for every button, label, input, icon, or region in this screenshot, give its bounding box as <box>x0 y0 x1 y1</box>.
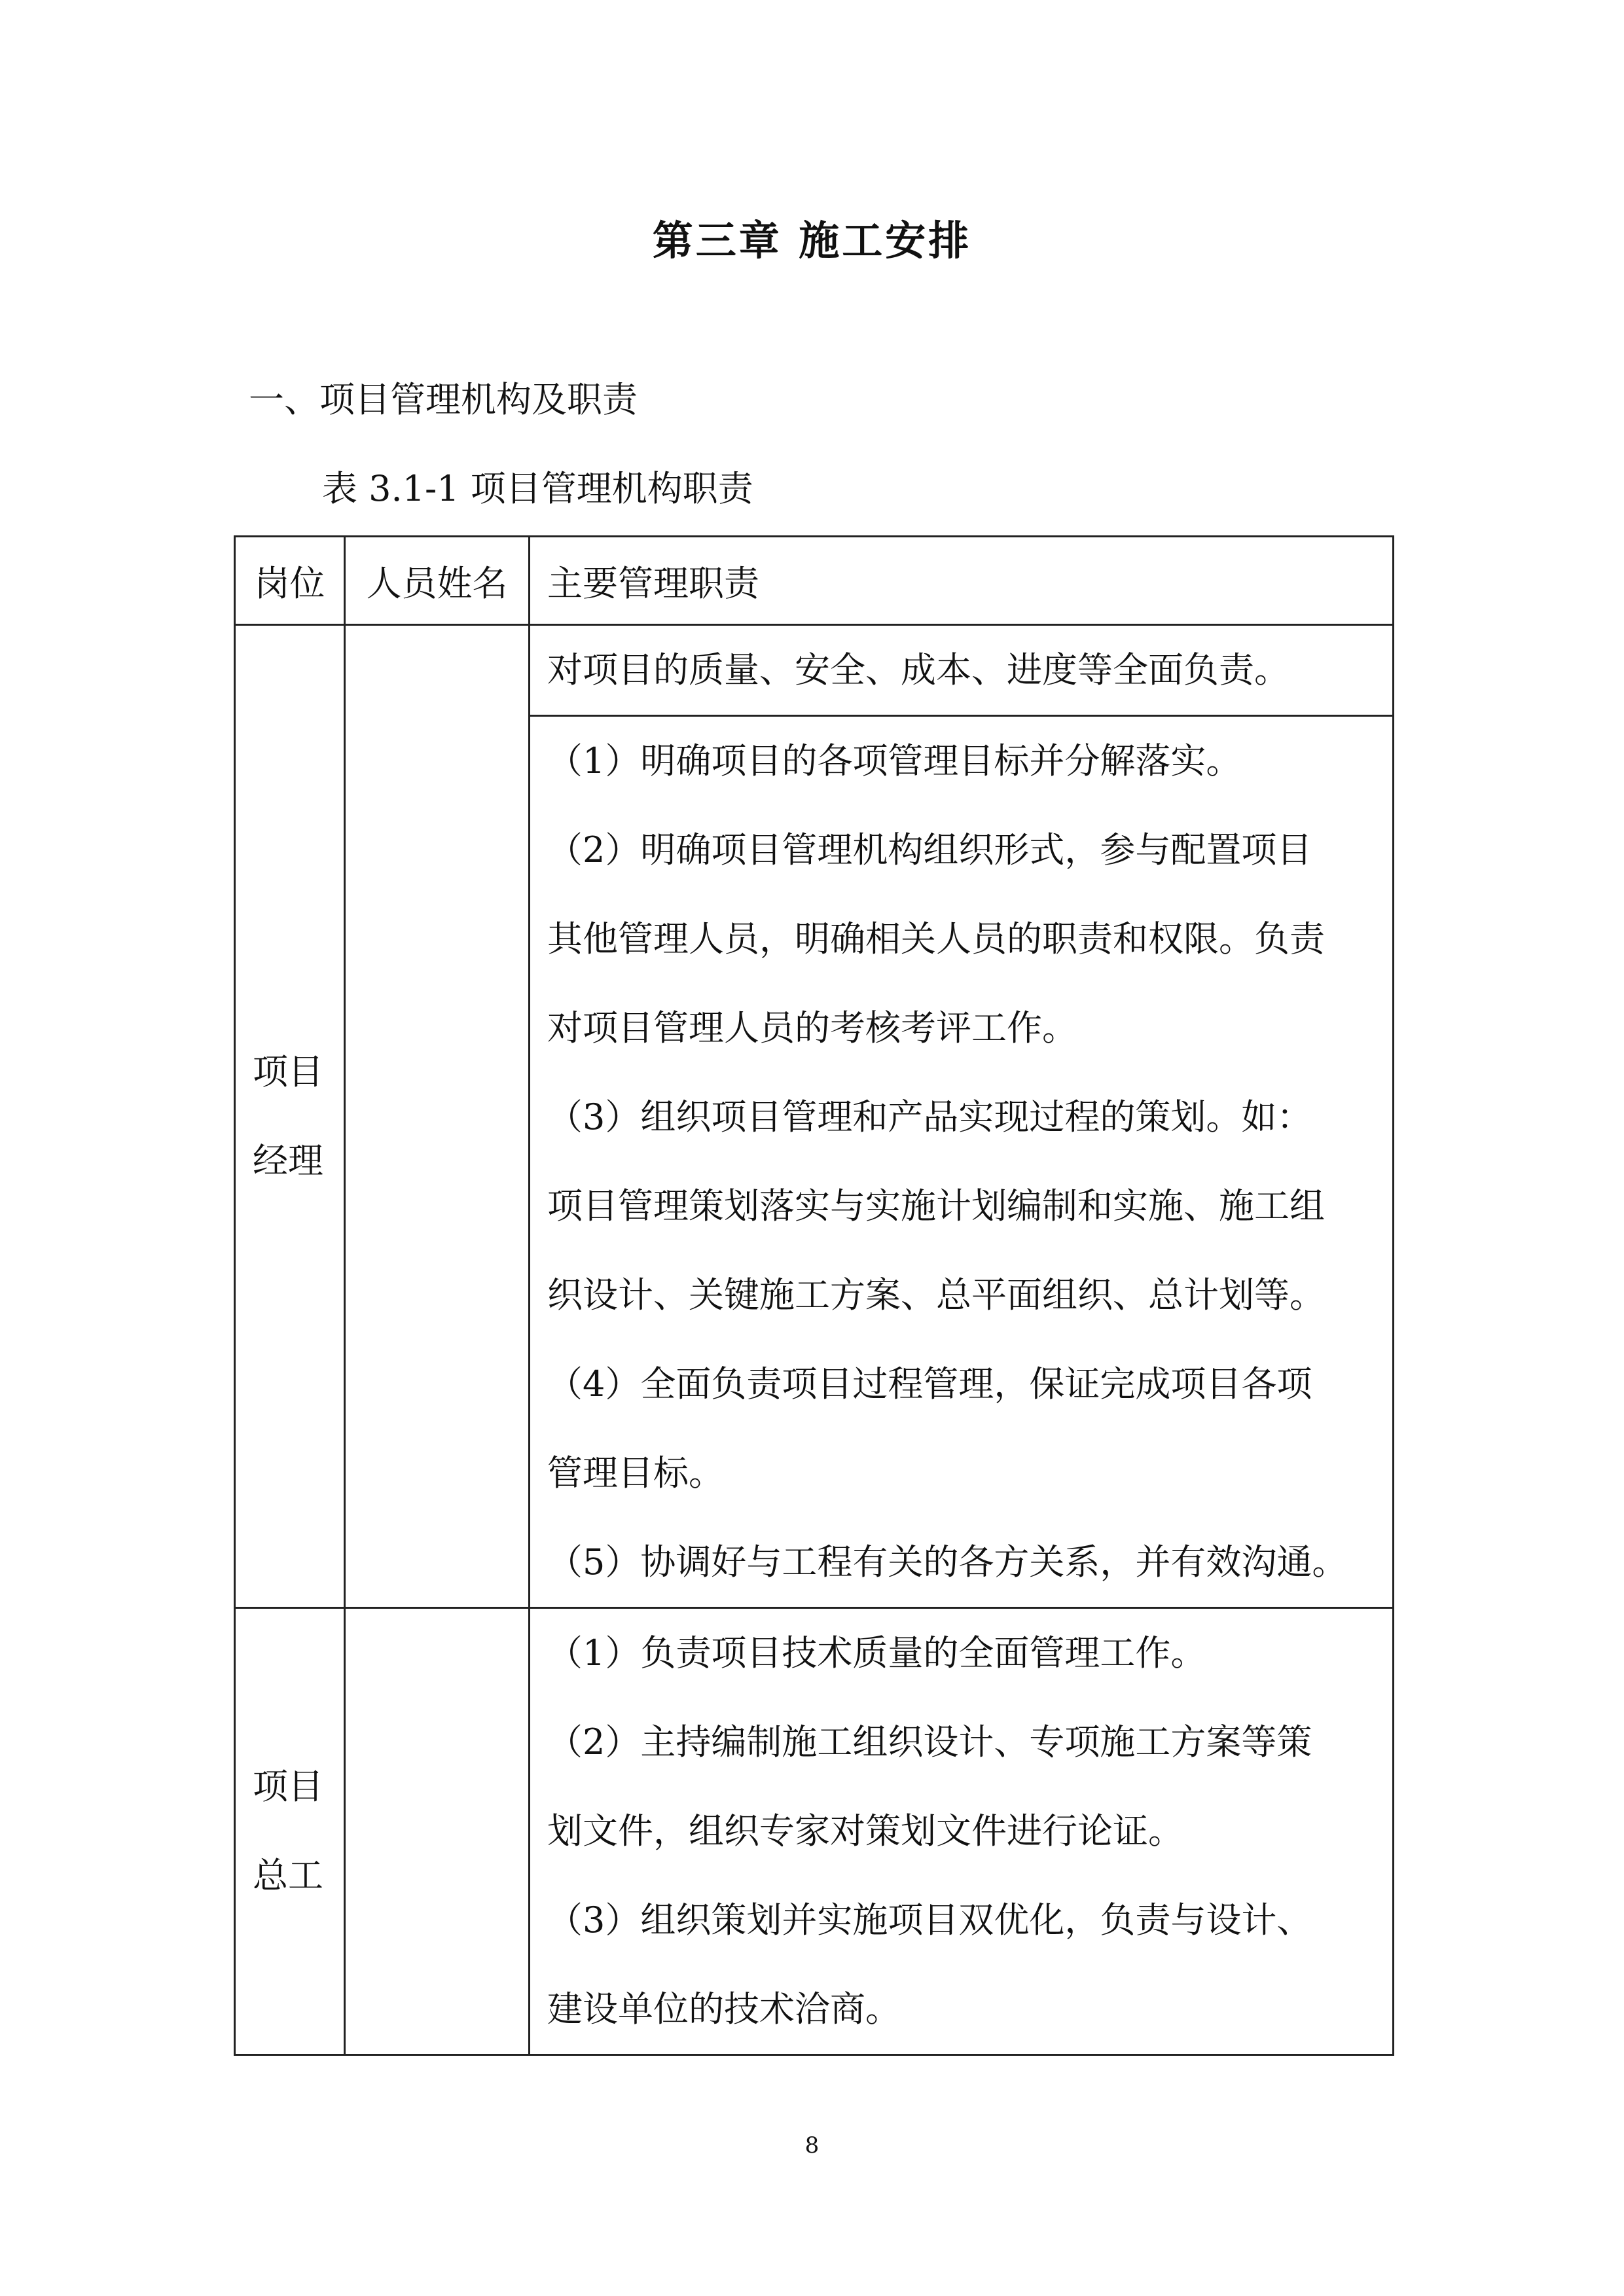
duty-line: （3）组织项目管理和产品实现过程的策划。如： <box>547 1096 1312 1138</box>
section-heading: 一、项目管理机构及职责 <box>249 379 638 420</box>
duty-line: （4）全面负责项目过程管理，保证完成项目各项 <box>547 1363 1312 1405</box>
duty-line: （3）组织策划并实施项目双优化，负责与设计、 <box>547 1899 1312 1941</box>
duty-line: 项目管理策划落实与实施计划编制和实施、施工组 <box>547 1185 1325 1227</box>
header-post: 岗位 <box>235 537 345 625</box>
duty-line: （2）明确项目管理机构组织形式，参与配置项目 <box>547 829 1312 870</box>
table-row <box>235 625 1394 716</box>
duty-line: 对项目管理人员的考核考评工作。 <box>547 1007 1077 1049</box>
name-cell-chief-engineer <box>345 1608 530 2055</box>
duty-line: （2）主持编制施工组织设计、专项施工方案等策 <box>547 1721 1312 1763</box>
header-duties: 主要管理职责 <box>530 537 1394 625</box>
duty-list-cell-manager <box>530 716 1394 1608</box>
duty-line: 建设单位的技术洽商。 <box>547 1988 901 2030</box>
post-label: 经理 <box>253 1139 323 1181</box>
duty-line: 管理目标。 <box>547 1452 724 1494</box>
duty-line: （1）负责项目技术质量的全面管理工作。 <box>547 1632 1206 1674</box>
post-label: 总工 <box>253 1855 323 1896</box>
duty-line: （5）协调好与工程有关的各方关系，并有效沟通。 <box>547 1541 1348 1583</box>
duty-line: 其他管理人员，明确相关人员的职责和权限。负责 <box>547 918 1325 960</box>
name-cell-manager <box>345 625 530 1608</box>
duty-line: 织设计、关键施工方案、总平面组织、总计划等。 <box>547 1274 1325 1316</box>
duty-line: 划文件，组织专家对策划文件进行论证。 <box>547 1810 1183 1852</box>
duty-list-cell-chief-engineer <box>530 1608 1394 2055</box>
table-row <box>235 1608 1394 2055</box>
table-header-row <box>235 537 1394 625</box>
duty-summary-cell <box>530 625 1394 716</box>
page-number: 8 <box>804 2132 820 2159</box>
post-cell-chief-engineer <box>235 1608 345 2055</box>
table-caption: 表 3.1-1 项目管理机构职责 <box>322 468 753 509</box>
post-label: 项目 <box>253 1050 323 1092</box>
chapter-title: 第三章 施工安排 <box>652 217 972 264</box>
post-cell-manager <box>235 625 345 1608</box>
duty-summary: 对项目的质量、安全、成本、进度等全面负责。 <box>547 649 1290 691</box>
duty-table <box>234 535 1394 2056</box>
header-name: 人员姓名 <box>345 537 530 625</box>
duty-line: （1）明确项目的各项管理目标并分解落实。 <box>547 740 1242 781</box>
post-label: 项目 <box>253 1766 323 1807</box>
